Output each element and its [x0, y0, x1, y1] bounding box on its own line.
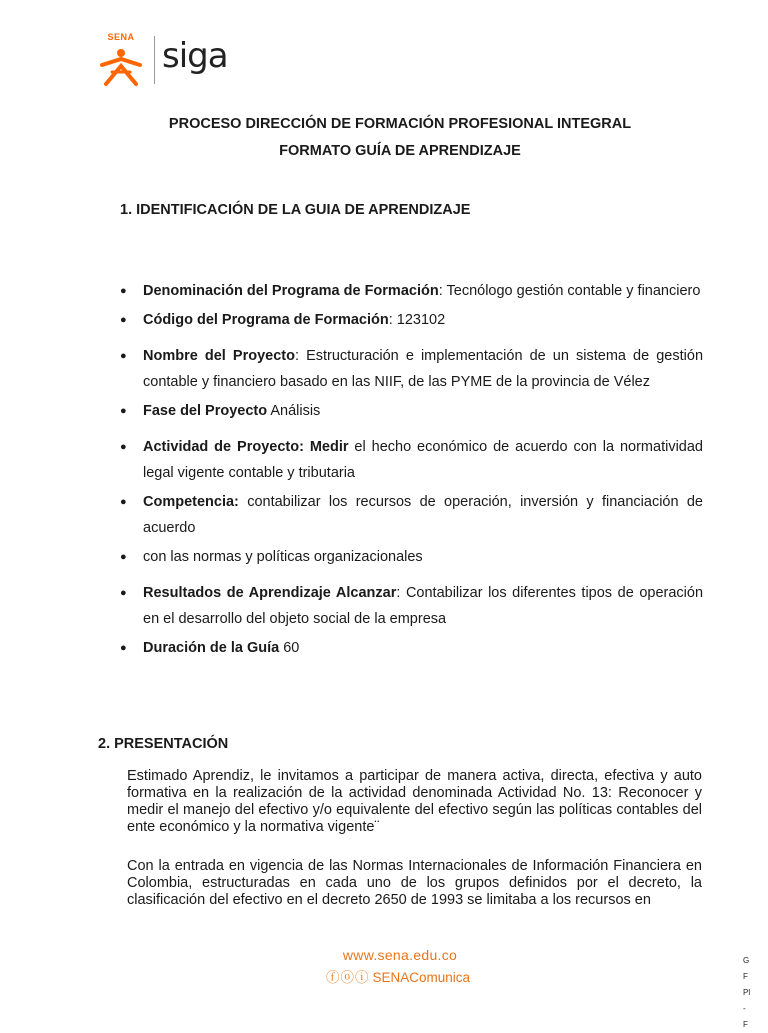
item-value: Tecnólogo gestión contable y financiero [446, 283, 701, 299]
item-label: Nombre del Proyecto [143, 348, 295, 364]
footer-website-link[interactable]: www.sena.edu.co [342, 947, 458, 963]
item-value: 123102 [396, 312, 446, 328]
sena-logo-text: SENA [107, 32, 135, 42]
logo-divider [154, 36, 155, 84]
item-label: Código del Programa de Formación [143, 312, 389, 328]
item-label: Fase del Proyecto [143, 403, 268, 419]
item-value: Estructuración e implementación de un sistema de gestión contable y financiero basado en las NIIF, de las PYME de la provincia de Vélez [143, 348, 704, 390]
list-item: ● Resultados de Aprendizaje Alcanzar: Contabilizar los diferentes tipos de operación en el desarrollo del objeto social de la empresa [120, 580, 703, 632]
identification-list [120, 278, 703, 661]
list-item [120, 544, 703, 570]
item-value: 60 [283, 640, 300, 656]
presentation-paragraph-1: Estimado Aprendiz, le invitamos a participar de manera activa, directa, efectiva y auto formativa en la realización de la actividad denominada Actividad No. 13: Reconocer y medir el manejo del efectivo y/o equivalente del efectivo según las políticas contables del ente económico y la normativa vigente¨ [127, 768, 702, 835]
header [98, 30, 298, 90]
section-heading-identificacion: 1. IDENTIFICACIÓN DE LA GUIA DE APRENDIZAJE [120, 202, 471, 218]
item-label: Actividad de Proyecto: Medir [143, 439, 349, 455]
item-value: el hecho económico de acuerdo con la normatividad legal vigente contable y tributaria [143, 439, 703, 481]
sena-logo [98, 32, 144, 88]
siga-logo: siga [162, 36, 228, 76]
item-value: Contabilizar los diferentes tipos de operación en el desarrollo del objeto social de la empresa [143, 585, 704, 627]
footer-social [326, 966, 470, 986]
list-item: ● Nombre del Proyecto: Estructuración e implementación de un sistema de gestión contable y financiero basado en las NIIF, de las PYME de la provincia de Vélez [120, 343, 703, 395]
document-subtitle: FORMATO GUÍA DE APRENDIZAJE [279, 143, 521, 159]
list-item: ● Denominación del Programa de Formación: Tecnólogo gestión contable y financiero [120, 278, 703, 304]
list-item [120, 434, 703, 486]
item-value: Análisis [270, 403, 321, 419]
item-label: Competencia: [143, 494, 239, 510]
list-item [120, 398, 703, 424]
social-handle[interactable]: SENAComunica [372, 970, 471, 985]
item-value: contabilizar los recursos de operación, inversión y financiación de acuerdo [143, 494, 703, 536]
list-item [120, 635, 703, 661]
section-heading-presentacion: 2. PRESENTACIÓN [98, 736, 229, 752]
presentation-paragraph-2: Con la entrada en vigencia de las Normas Internacionales de Información Financiera en Colombia, estructuradas en cada uno de los grupos definidos por el decreto, la clasificación del efectivo en el decreto 2650 de 1993 se limitaba a los recursos en [127, 858, 702, 908]
social-media-icons[interactable]: ⓕⓞⓘ [326, 970, 370, 985]
list-item: ● Código del Programa de Formación: 123102 [120, 307, 703, 333]
item-value: con las normas y políticas organizacionales [143, 549, 423, 565]
item-label: Duración de la Guía [143, 640, 280, 656]
list-item [120, 489, 703, 541]
side-document-code: G F Pl - F [743, 956, 751, 1029]
document-title: PROCESO DIRECCIÓN DE FORMACIÓN PROFESIONAL INTEGRAL [168, 116, 632, 132]
item-label: Resultados de Aprendizaje Alcanzar [143, 585, 397, 601]
item-label: Denominación del Programa de Formación [143, 283, 439, 299]
